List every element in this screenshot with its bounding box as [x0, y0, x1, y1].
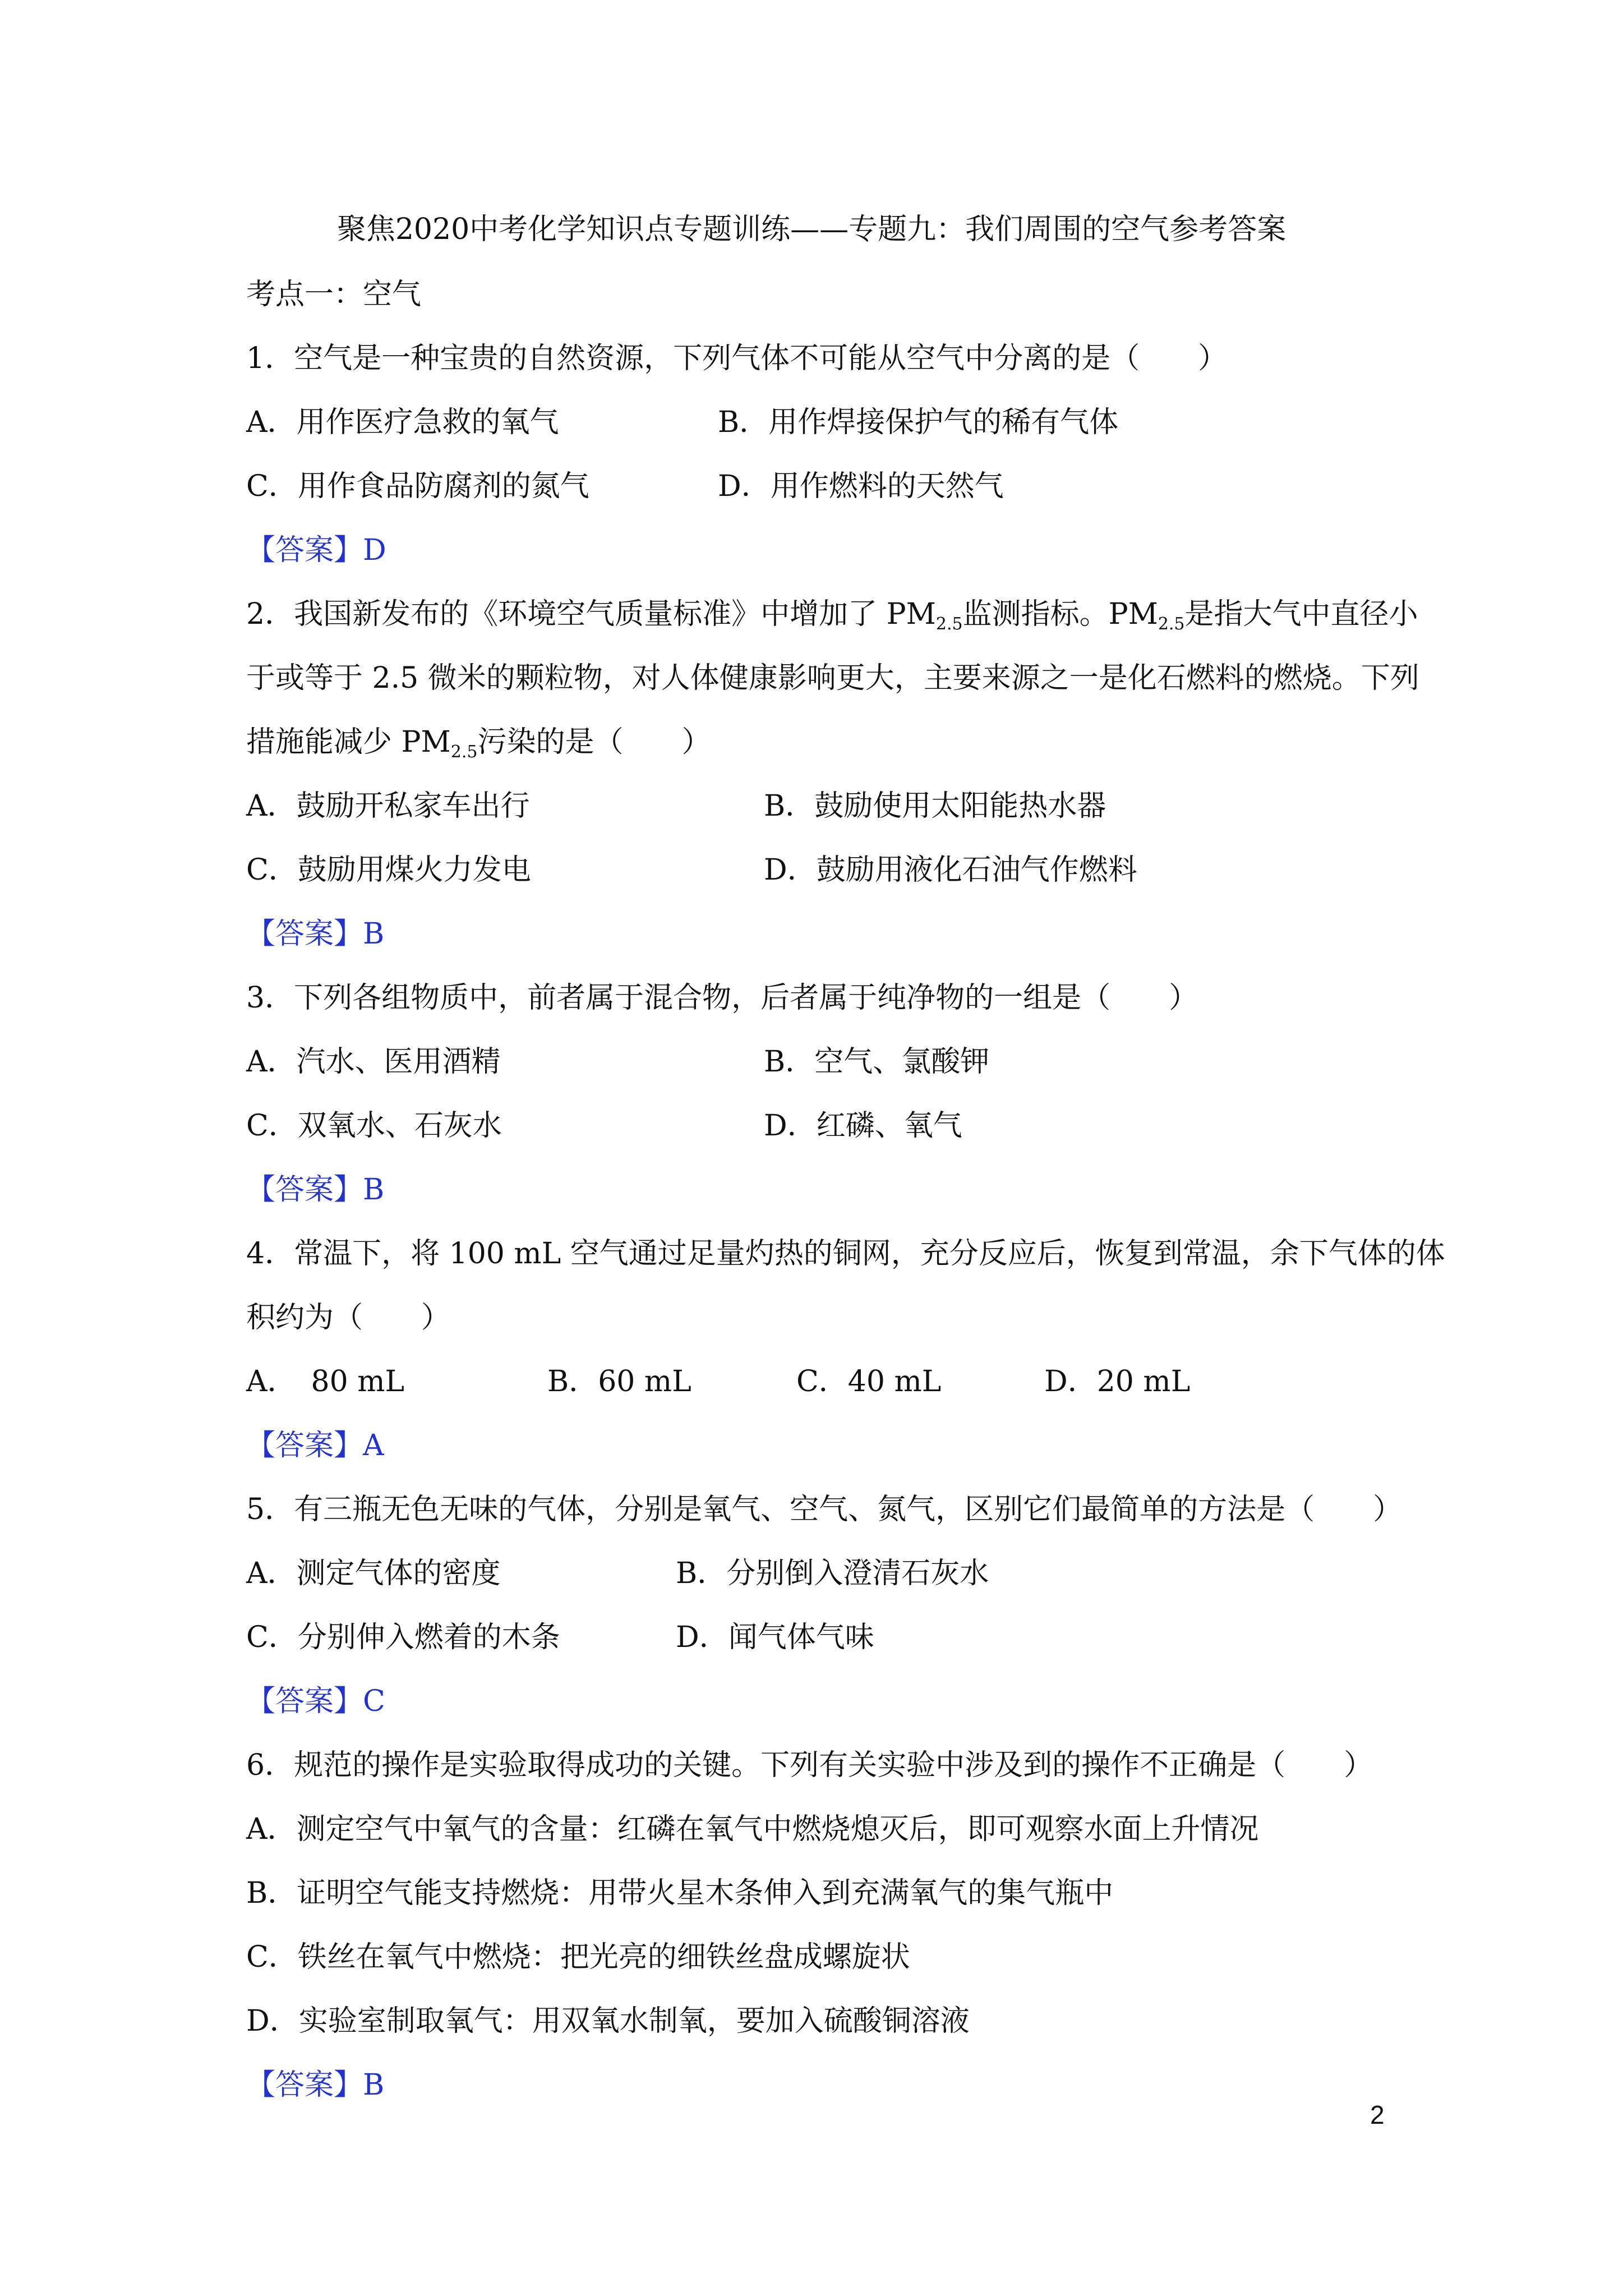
question-1-option-a: A．用作医疗急救的氧气: [246, 406, 559, 439]
subscript: 2.5: [450, 742, 478, 762]
question-6-option-b: B．证明空气能支持燃烧：用带火星木条伸入到充满氧气的集气瓶中: [246, 1876, 1114, 1910]
question-2-answer: [246, 914, 384, 954]
answer-label: 【答案】: [246, 1429, 363, 1462]
question-5-stem: 5．有三瓶无色无味的气体，分别是氧气、空气、氮气，区别它们最简单的方法是（ ）: [246, 1493, 1403, 1526]
question-2-option-c: C．鼓励用煤火力发电: [246, 853, 531, 887]
answer-value: C: [363, 1685, 385, 1718]
subscript: 2.5: [935, 614, 963, 634]
question-2-line-1: [246, 595, 1418, 634]
question-5-answer: [246, 1682, 385, 1721]
question-4-answer: [246, 1426, 384, 1465]
answer-label: 【答案】: [246, 1173, 363, 1207]
question-2-line-2: 于或等于 2.5 微米的颗粒物，对人体健康影响更大，主要来源之一是化石燃料的燃烧。下列: [246, 661, 1419, 695]
text: 污染的是（ ）: [477, 725, 711, 759]
question-1-stem: 1．空气是一种宝贵的自然资源，下列气体不可能从空气中分离的是（ ）: [246, 342, 1228, 375]
question-3-option-b: B．空气、氯酸钾: [764, 1045, 990, 1079]
answer-value: A: [363, 1429, 384, 1462]
question-4-option-b: B．60 mL: [547, 1365, 691, 1398]
page-number: 2: [1370, 2100, 1385, 2129]
question-6-option-a: A．测定空气中氧气的含量：红磷在氧气中燃烧熄灭后，即可观察水面上升情况: [246, 1812, 1259, 1846]
question-6-option-d: D．实验室制取氧气：用双氧水制氧，要加入硫酸铜溶液: [246, 2004, 970, 2038]
question-3-option-c: C．双氧水、石灰水: [246, 1109, 502, 1143]
question-2-line-3: [246, 723, 711, 762]
text: 措施能减少 PM: [246, 725, 451, 759]
question-4-option-c: C．40 mL: [796, 1365, 942, 1398]
question-3-stem: 3．下列各组物质中，前者属于混合物，后者属于纯净物的一组是（ ）: [246, 981, 1198, 1015]
answer-label: 【答案】: [246, 533, 363, 567]
answer-value: B: [363, 2068, 385, 2102]
question-5-option-b: B．分别倒入澄清石灰水: [676, 1557, 989, 1590]
question-2-option-b: B．鼓励使用太阳能热水器: [764, 789, 1106, 823]
question-4-option-a: A． 80 mL: [246, 1365, 405, 1398]
text: 监测指标。PM: [962, 597, 1158, 631]
question-3-option-d: D．红磷、氧气: [764, 1109, 962, 1143]
subscript: 2.5: [1158, 614, 1185, 634]
answer-label: 【答案】: [246, 917, 363, 951]
text: 是指大气中直径小: [1184, 597, 1418, 631]
question-3-option-a: A．汽水、医用酒精: [246, 1045, 501, 1079]
answer-label: 【答案】: [246, 2068, 363, 2102]
answer-value: B: [363, 1173, 385, 1207]
document-title: 聚焦2020中考化学知识点专题训练——专题九：我们周围的空气参考答案: [336, 213, 1287, 246]
question-4-line-2: 积约为（ ）: [246, 1301, 451, 1335]
question-2-option-d: D．鼓励用液化石油气作燃料: [764, 853, 1137, 887]
question-5-option-d: D．闻气体气味: [676, 1621, 874, 1654]
question-6-option-c: C．铁丝在氧气中燃烧：把光亮的细铁丝盘成螺旋状: [246, 1940, 910, 1974]
question-1-option-c: C．用作食品防腐剂的氮气: [246, 470, 589, 503]
answer-value: D: [363, 533, 386, 567]
question-4-line-1: 4．常温下，将 100 mL 空气通过足量灼热的铜网，充分反应后，恢复到常温，余下气体的体: [246, 1237, 1445, 1271]
question-1-option-b: B．用作焊接保护气的稀有气体: [718, 406, 1119, 439]
question-5-option-c: C．分别伸入燃着的木条: [246, 1621, 560, 1654]
question-6-answer: [246, 2065, 384, 2105]
question-2-option-a: A．鼓励开私家车出行: [246, 789, 530, 823]
answer-label: 【答案】: [246, 1685, 363, 1718]
section-heading: 考点一：空气: [246, 278, 422, 311]
text: 2．我国新发布的《环境空气质量标准》中增加了 PM: [246, 597, 936, 631]
question-6-stem: 6．规范的操作是实验取得成功的关键。下列有关实验中涉及到的操作不正确是（ ）: [246, 1749, 1373, 1782]
question-5-option-a: A．测定气体的密度: [246, 1557, 501, 1590]
question-1-option-d: D．用作燃料的天然气: [718, 470, 1004, 503]
answer-value: B: [363, 917, 385, 951]
question-4-option-d: D．20 mL: [1044, 1365, 1191, 1398]
question-1-answer: [246, 531, 386, 570]
question-3-answer: [246, 1170, 384, 1209]
